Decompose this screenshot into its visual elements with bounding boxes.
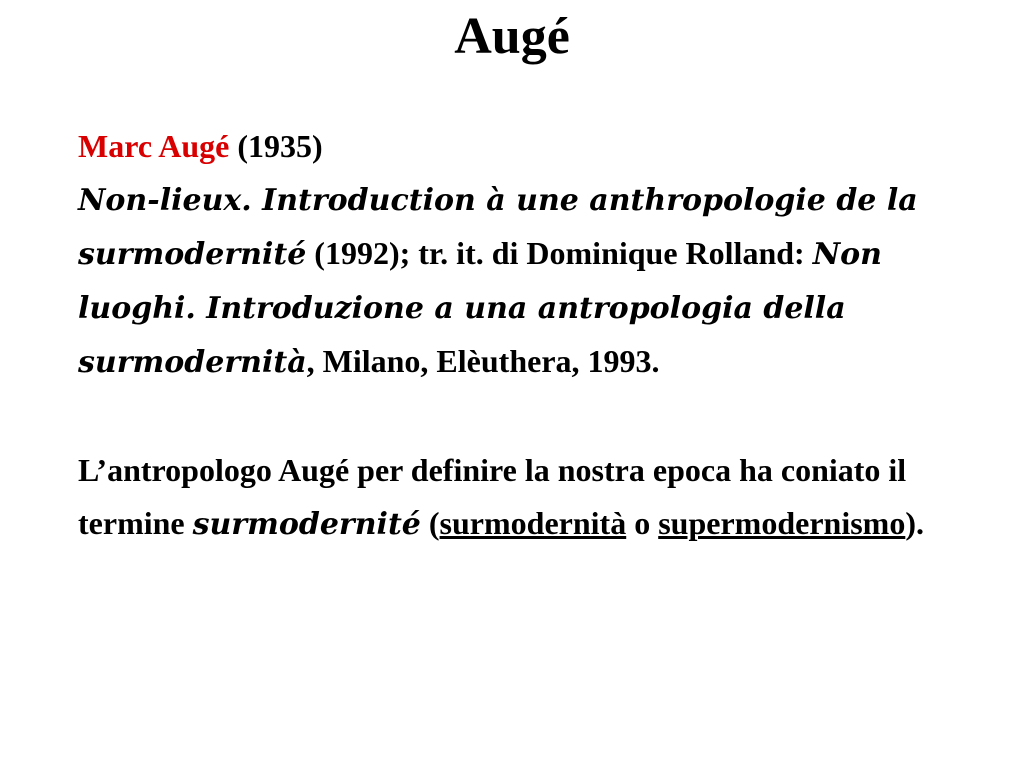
spacer (78, 389, 978, 444)
italian-title: Non luoghi. Introduzione a una antropologia della surmodernità (78, 237, 882, 380)
paragraph-lead: L’antropologo Augé per definire la nostra epoca ha coniato il termine (78, 452, 907, 541)
slide-title: Augé (454, 8, 570, 65)
author-line (78, 120, 978, 173)
citation-middle: (1992); tr. it. di Dominique Rolland: (306, 235, 813, 271)
slide-body (78, 120, 978, 551)
description-paragraph (78, 444, 978, 551)
citation-end: , Milano, Elèuthera, 1993. (306, 343, 660, 379)
citation (78, 173, 978, 389)
author-name: Marc Augé (78, 128, 230, 164)
term-italian-2: supermodernismo (658, 505, 906, 541)
paragraph-close: ). (905, 505, 924, 541)
term-french: surmodernité (192, 507, 421, 542)
original-title: Non-lieux. Introduction à une anthropologie de la surmodernité (78, 183, 918, 272)
term-italian-1: surmodernità (439, 505, 627, 541)
paragraph-open: ( (420, 505, 440, 541)
paragraph-or: o (626, 505, 659, 541)
author-years: (1935) (229, 128, 323, 164)
